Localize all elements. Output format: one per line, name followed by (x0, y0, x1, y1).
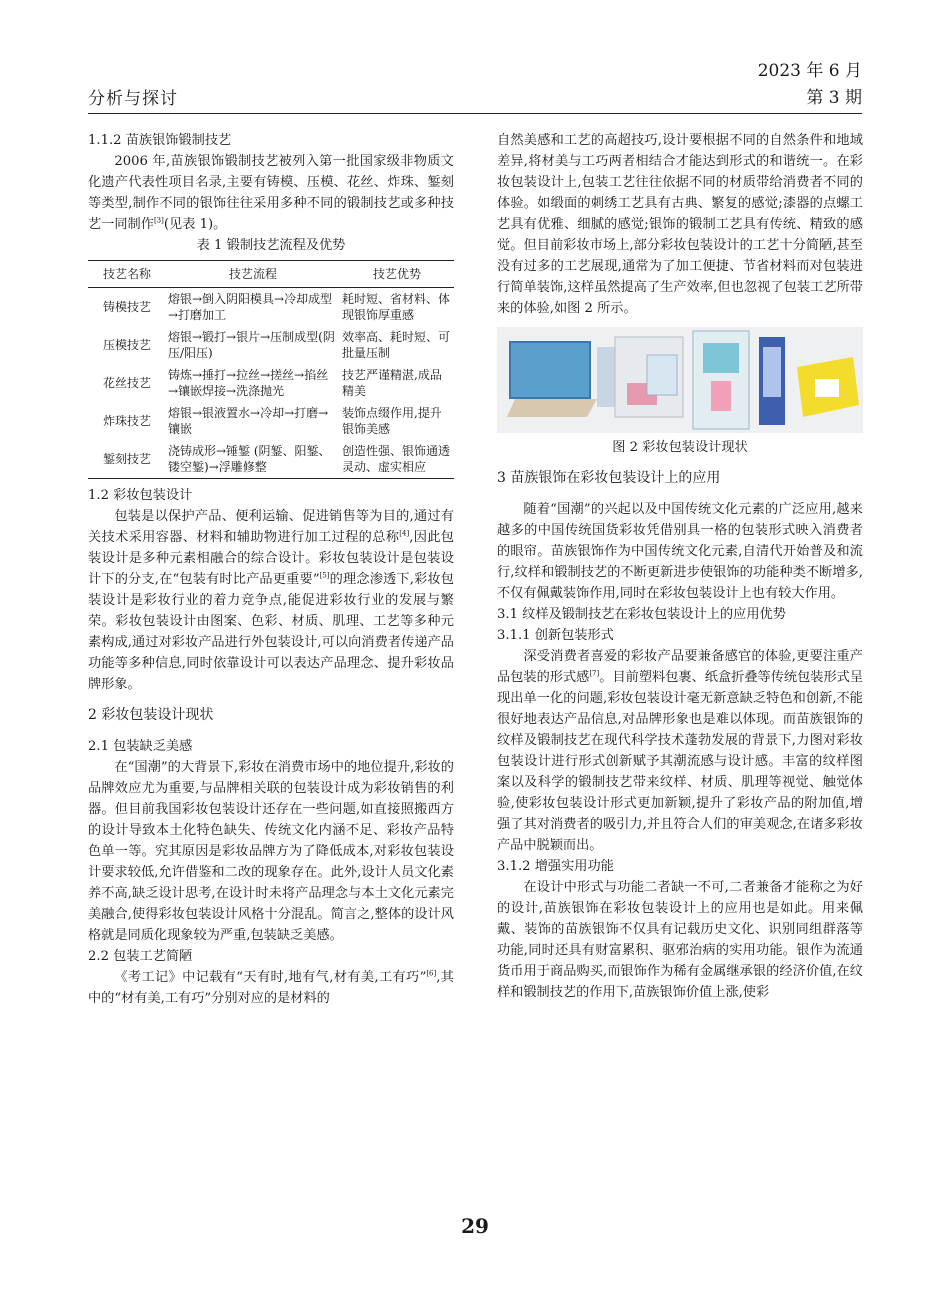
table-cell-flow: 浇铸成形→锤錾 (阴錾、阳錾、镂空錾)→浮雕修整 (168, 444, 331, 474)
journal-section-title: 分析与探讨 (88, 89, 178, 109)
table-cell-name: 铸模技艺 (102, 300, 151, 314)
citation-6: [6] (426, 969, 437, 978)
table-row (88, 440, 454, 479)
table-cell-advantage: 耗时短、省材料、体现银饰厚重感 (342, 292, 451, 322)
table-cell-flow: 熔银→锻打→银片→压制成型(阴压/阳压) (168, 330, 335, 360)
section-1-1-2-paragraph: 2006 年,苗族银饰锻制技艺被列入第一批国家级非物质文化遗产代表性项目名录,主要有铸模、压模、花丝、炸珠、錾刻等类型,制作不同的银饰往往采用多种不同的锻制技艺或多种技艺一同制作[3](见表 1)。 (88, 154, 454, 232)
table-cell-flow: 铸炼→捶打→拉丝→搓丝→掐丝→镶嵌焊接→洗涤抛光 (168, 368, 329, 398)
table-header-cell: 技艺优势 (372, 267, 421, 281)
section-2-2-paragraph: 《考工记》中记载有“天有时,地有气,材有美,工有巧”[6],其中的“材有美,工有巧”分别对应的是材料的 (88, 969, 454, 1006)
table-row (88, 288, 454, 327)
table-cell-name: 压模技艺 (102, 338, 151, 352)
citation-7: [7] (589, 669, 600, 678)
section-2-1-heading: 2.1 包装缺乏美感 (88, 739, 193, 754)
section-1-2-heading: 1.2 彩妆包装设计 (88, 488, 193, 503)
table-cell-advantage: 创造性强、银饰通透灵动、虚实相应 (342, 444, 451, 474)
table-cell-flow: 熔银→银液置水→冷却→打磨→镶嵌 (168, 406, 329, 436)
section-1-2-paragraph: 包装是以保护产品、便利运输、促进销售等为目的,通过有关技术采用容器、材料和辅助物进行加工过程的总称[4],因此包装设计是多种元素相融合的综合设计。彩妆包装设计是包装设计下的分支,在“包装有时比产品更重要”[5]的理念渗透下,彩妆包装设计是彩妆行业的着力竞争点,能促进彩妆行业的发展与繁荣。彩妆包装设计由图案、色彩、材质、肌理、工艺等多种元素构成,通过对彩妆产品进行外包装设计,可以向消费者传递产品功能等多种信息,同时依靠设计可以表达产品理念、提升彩妆品牌形象。 (88, 509, 454, 692)
table-row (88, 364, 454, 402)
issue-date: 2023 年 6 月 (757, 61, 862, 81)
table-cell-advantage: 装饰点缀作用,提升银饰美感 (342, 406, 442, 436)
section-2-2-heading: 2.2 包装工艺简陋 (88, 949, 193, 964)
section-3-1-heading: 3.1 纹样及锻制技艺在彩妆包装设计上的应用优势 (497, 607, 786, 622)
table-cell-advantage: 效率高、耗时短、可批量压制 (342, 330, 451, 360)
table-cell-name: 錾刻技艺 (102, 452, 151, 466)
issue-number: 第 3 期 (806, 88, 862, 108)
table-cell-name: 炸珠技艺 (102, 414, 151, 428)
issue-info (758, 58, 862, 112)
table-1 (88, 260, 454, 479)
citation-4: [4] (399, 529, 410, 538)
left-column (88, 130, 454, 1009)
table-cell-advantage: 技艺严谨精湛,成品精美 (342, 368, 442, 398)
header-rule (88, 113, 862, 114)
table-header-row (88, 261, 454, 288)
figure-2-image (497, 327, 863, 433)
section-3-1-2-paragraph: 在设计中形式与功能二者缺一不可,二者兼备才能称之为好的设计,苗族银饰在彩妆包装设计上的应用也是如此。用来佩戴、装饰的苗族银饰不仅具有记载历史文化、识别同组群落等功能,同时还具有财富累积、驱邪治病的实用功能。银作为流通货币用于商品购买,而银饰作为稀有金属继承银的经济价值,在纹样和锻制技艺的作用下,苗族银饰价值上涨,使彩 (497, 880, 863, 1000)
right-column (497, 130, 863, 1003)
section-3-paragraph: 随着“国潮”的兴起以及中国传统文化元素的广泛应用,越来越多的中国传统国货彩妆凭借别具一格的包装形式映入消费者的眼帘。苗族银饰作为中国传统文化元素,自清代开始普及和流行,纹样和锻制技艺的不断更新进步使银饰的功能种类不断增多,不仅有佩戴装饰作用,同时在彩妆包装设计上也有较大作用。 (497, 502, 863, 601)
table-1-caption: 表 1 锻制技艺流程及优势 (196, 238, 346, 253)
page-number: 29 (461, 1214, 489, 1238)
table-row (88, 402, 454, 440)
citation-5: [5] (319, 571, 330, 580)
section-3-1-2-heading: 3.1.2 增强实用功能 (497, 859, 614, 874)
table-row (88, 326, 454, 364)
section-3-heading: 3 苗族银饰在彩妆包装设计上的应用 (497, 470, 721, 486)
section-2-1-paragraph: 在“国潮”的大背景下,彩妆在消费市场中的地位提升,彩妆的品牌效应尤为重要,与品牌相关联的包装设计成为彩妆销售的利器。但目前我国彩妆包装设计还存在一些问题,如直接照搬西方的设计导致本土化特色缺失、传统文化内涵不足、彩妆产品特色单一等。究其原因是彩妆品牌方为了降低成本,对彩妆包装设计要求较低,允许借鉴和二改的现象存在。此外,设计人员文化素养不高,缺乏设计思考,在设计时未将产品理念与本土文化元素完美融合,使得彩妆包装设计风格十分混乱。简言之,整体的设计风格就是同质化现象较为严重,包装缺乏美感。 (88, 760, 454, 943)
table-header-cell: 技艺流程 (228, 267, 277, 281)
cosmetic-packaging-photo (497, 327, 863, 433)
table-cell-flow: 熔银→倒入阴阳模具→冷却成型→打磨加工 (168, 292, 333, 322)
citation-3: [3] (153, 216, 164, 225)
table-cell-name: 花丝技艺 (102, 376, 151, 390)
figure-2-caption: 图 2 彩妆包装设计现状 (612, 440, 748, 455)
continued-paragraph: 自然美感和工艺的高超技巧,设计要根据不同的自然条件和地域差异,将材美与工巧两者相结合才能达到形式的和谐统一。在彩妆包装设计上,包装工艺往往依据不同的材质带给消费者不同的体验。如缎面的刺绣工艺具有古典、繁复的感觉;漆器的点螺工艺具有优雅、细腻的感觉;银饰的锻制工艺具有传统、精致的感觉。但目前彩妆市场上,部分彩妆包装设计的工艺十分简陋,甚至没有过多的工艺展现,通常为了加工便捷、节省材料而对包装进行简单装饰,这样虽然提高了生产效率,但也忽视了包装工艺所带来的体验,如图 2 所示。 (497, 133, 863, 316)
section-2-heading: 2 彩妆包装设计现状 (88, 707, 214, 723)
section-3-1-1-heading: 3.1.1 创新包装形式 (497, 628, 614, 643)
section-3-1-1-paragraph: 深受消费者喜爱的彩妆产品要兼备感官的体验,更要注重产品包装的形式感[7]。目前塑料包裹、纸盒折叠等传统包装形式呈现出单一化的问题,彩妆包装设计毫无新意缺乏特色和创新,不能很好地表达产品信息,对品牌形象也是难以体现。而苗族银饰的纹样及锻制技艺在现代科学技术蓬勃发展的背景下,力图对彩妆包装设计进行形式创新赋予其潮流感与设计感。丰富的纹样图案以及科学的锻制技艺带来纹样、材质、肌理等视觉、触觉体验,使彩妆包装设计形式更加新颖,提升了彩妆产品的附加值,增强了其对消费者的吸引力,并且符合人们的审美观念,在诸多彩妆产品中脱颖而出。 (497, 649, 864, 853)
table-header-cell: 技艺名称 (102, 267, 151, 281)
section-1-1-2-heading: 1.1.2 苗族银饰锻制技艺 (88, 133, 232, 148)
